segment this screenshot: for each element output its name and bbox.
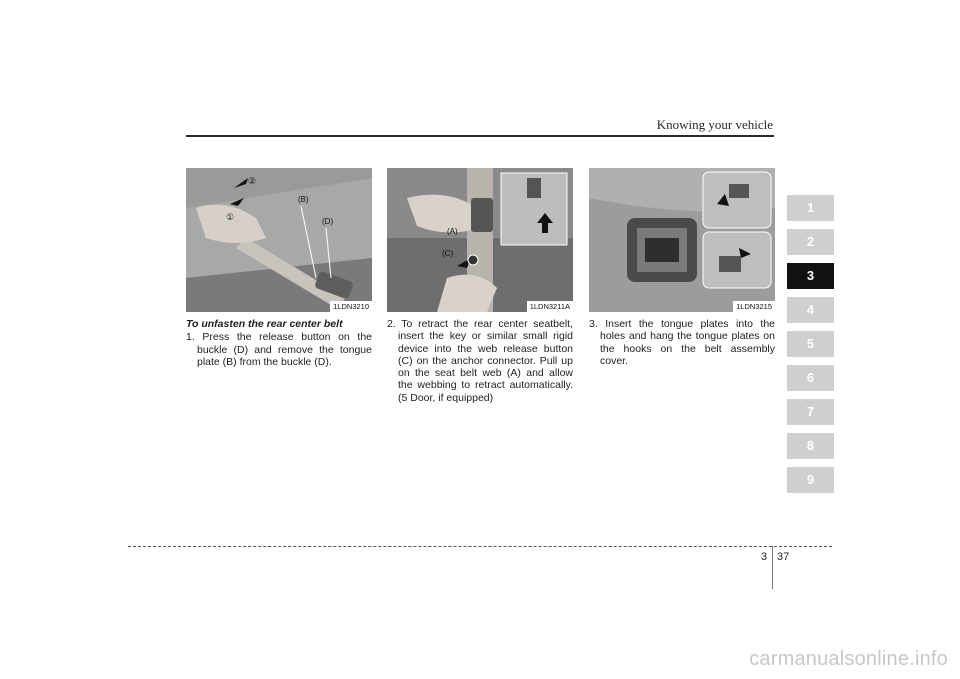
- footer-rule: [128, 546, 832, 547]
- step-2-text: 2. To retract the rear center seatbelt, insert the key or similar small rigid device into the web release button (C) on the anchor connector. Pull up on the seat belt web (A) and allow the webbing to retract automatically. (5 Door, if equipped): [387, 318, 573, 404]
- step-3-text: 3. Insert the tongue plates into the holes and hang the tongue plates on the hooks on the belt assembly cover.: [589, 318, 775, 367]
- column-3: [589, 318, 775, 367]
- chapter-tab-6[interactable]: 6: [787, 365, 834, 391]
- chapter-tab-7[interactable]: 7: [787, 399, 834, 425]
- callout-2: ②: [248, 176, 257, 186]
- chapter-tab-2[interactable]: 2: [787, 229, 834, 255]
- watermark: carmanualsonline.info: [749, 648, 948, 670]
- callout-1: ①: [226, 212, 235, 222]
- chapter-tab-9[interactable]: 9: [787, 467, 834, 493]
- footer-chapter-number: 3: [761, 551, 768, 563]
- header-title: Knowing your vehicle: [656, 117, 773, 132]
- chapter-tab-4[interactable]: 4: [787, 297, 834, 323]
- callout-c: (C): [442, 249, 454, 258]
- chapter-tab-8[interactable]: 8: [787, 433, 834, 459]
- figure-2-illustration: [387, 168, 573, 312]
- figure-code: 1LDN3215: [733, 301, 775, 312]
- column-1: [186, 318, 372, 368]
- figure-code: 1LDN3210: [330, 301, 372, 312]
- column-2: [387, 318, 573, 404]
- chapter-tab-3[interactable]: 3: [787, 263, 834, 289]
- chapter-tab-5[interactable]: 5: [787, 331, 834, 357]
- figure-3-illustration: [589, 168, 775, 312]
- callout-b: (B): [298, 195, 309, 204]
- step-1-text: 1. Press the release button on the buckle (D) and remove the tongue plate (B) from the buckle (D).: [186, 331, 372, 368]
- figure-code: 1LDN3211A: [527, 301, 573, 312]
- chapter-tabs: [787, 195, 834, 501]
- callout-d: (D): [322, 217, 334, 226]
- footer-page-number: 37: [777, 551, 790, 563]
- chapter-tab-1[interactable]: 1: [787, 195, 834, 221]
- section-heading: To unfasten the rear center belt: [186, 318, 343, 330]
- callout-a: (A): [447, 227, 458, 236]
- header-rule: [186, 135, 774, 137]
- footer-divider: [772, 546, 773, 589]
- figure-1-illustration: [186, 168, 372, 312]
